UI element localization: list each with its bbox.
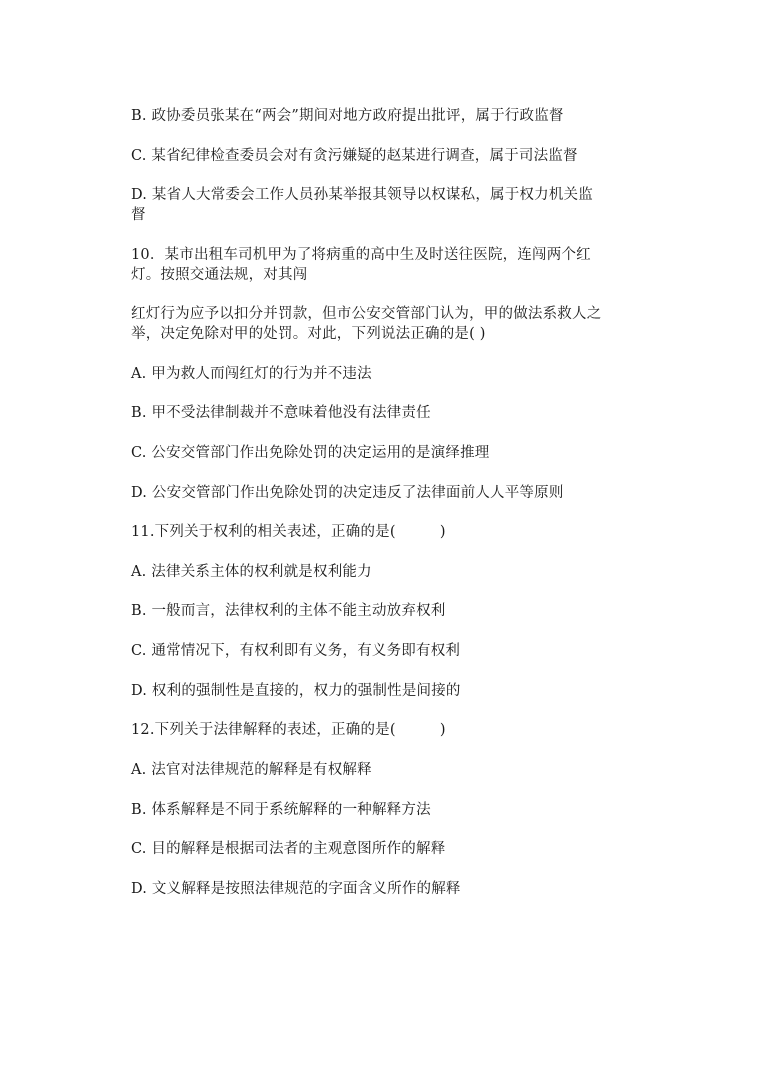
q9-option-d-line1: D. 某省人大常委会工作人员孙某举报其领导以权谋私，属于权力机关监 [131,187,593,203]
q11-option-d: D. 权利的强制性是直接的，权力的强制性是间接的 [131,683,461,699]
q11-option-a: A. 法律关系主体的权利就是权利能力 [131,564,372,580]
q12-option-c: C. 目的解释是根据司法者的主观意图所作的解释 [131,841,446,857]
q9-option-b: B. 政协委员张某在“两会”期间对地方政府提出批评，属于行政监督 [131,108,564,124]
q10-option-c: C. 公安交管部门作出免除处罚的决定运用的是演绎推理 [131,445,490,461]
q12-option-b: B. 体系解释是不同于系统解释的一种解释方法 [131,802,431,818]
q10-stem-line1: 10．某市出租车司机甲为了将病重的高中生及时送往医院，连闯两个红 [131,247,591,263]
q10-option-b: B. 甲不受法律制裁并不意味着他没有法律责任 [131,405,431,421]
q12-stem: 12.下列关于法律解释的表述，正确的是( ) [131,722,446,738]
q12-option-a: A. 法官对法律规范的解释是有权解释 [131,762,372,778]
q10-option-d: D. 公安交管部门作出免除处罚的决定违反了法律面前人人平等原则 [131,485,564,501]
q11-stem: 11.下列关于权利的相关表述，正确的是( ) [131,524,446,540]
q9-option-c: C. 某省纪律检查委员会对有贪污嫌疑的赵某进行调查，属于司法监督 [131,148,578,164]
q9-option-d-line2: 督 [131,207,146,223]
q10-option-a: A. 甲为救人而闯红灯的行为并不违法 [131,366,372,382]
q10-stem-line4: 举，决定免除对甲的处罚。对此，下列说法正确的是( ) [131,326,486,342]
q11-option-b: B. 一般而言，法律权利的主体不能主动放弃权利 [131,603,446,619]
q10-stem-line3: 红灯行为应予以扣分并罚款，但市公安交管部门认为，甲的做法系救人之 [131,306,602,322]
q11-option-c: C. 通常情况下，有权利即有义务，有义务即有权利 [131,643,461,659]
q12-option-d: D. 文义解释是按照法律规范的字面含义所作的解释 [131,881,461,897]
q10-stem-line2: 灯。按照交通法规，对其闯 [131,267,308,283]
